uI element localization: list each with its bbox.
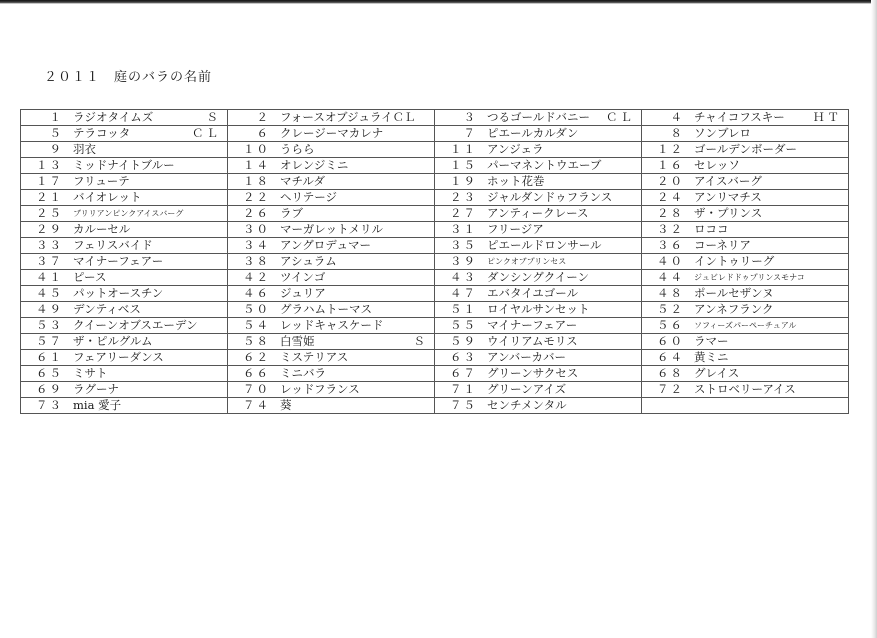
rose-number: ６７ — [450, 366, 477, 380]
rose-name: パットオースチン — [73, 286, 164, 300]
rose-number: ４０ — [657, 254, 684, 268]
rose-number: ４４ — [657, 270, 684, 284]
rose-number: ２６ — [243, 206, 270, 220]
rose-name: ラマー — [694, 334, 729, 348]
rose-type-tag: ＣＬ — [192, 126, 221, 140]
table-row — [21, 222, 849, 238]
rose-number: ３６ — [657, 238, 684, 252]
rose-cell — [642, 174, 849, 190]
rose-number: ３３ — [36, 238, 63, 252]
rose-cell — [228, 286, 435, 302]
rose-name: ジャルダンドゥフランス — [487, 190, 613, 204]
rose-cell — [21, 398, 228, 414]
rose-number: １９ — [450, 174, 477, 188]
rose-cell — [21, 110, 228, 126]
rose-number: ５３ — [36, 318, 63, 332]
rose-name: イントゥリーグ — [694, 254, 775, 268]
rose-name: アンバーカバー — [487, 350, 567, 364]
rose-number: ２９ — [36, 222, 63, 236]
rose-cell — [21, 318, 228, 334]
rose-name: ツインゴ — [280, 270, 326, 284]
table-row — [21, 382, 849, 398]
rose-cell — [228, 398, 435, 414]
rose-cell — [21, 382, 228, 398]
rose-cell — [228, 174, 435, 190]
rose-name: ザ・プリンス — [694, 206, 763, 220]
rose-cell — [21, 334, 228, 350]
rose-number: ６５ — [36, 366, 63, 380]
rose-cell — [21, 366, 228, 382]
rose-cell — [228, 142, 435, 158]
rose-cell — [435, 302, 642, 318]
rose-cell — [21, 190, 228, 206]
rose-number: １４ — [243, 158, 270, 172]
rose-name: アンリマチス — [694, 190, 762, 204]
rose-number: ６８ — [657, 366, 684, 380]
rose-cell — [228, 350, 435, 366]
rose-cell — [21, 254, 228, 270]
rose-number: １３ — [36, 158, 63, 172]
rose-name: マーガレットメリル — [280, 222, 384, 236]
rose-name: ミッドナイトブルー — [73, 158, 175, 172]
rose-cell — [642, 238, 849, 254]
rose-cell — [435, 382, 642, 398]
rose-number: ４５ — [36, 286, 63, 300]
rose-number: １８ — [243, 174, 270, 188]
rose-cell — [21, 302, 228, 318]
rose-number: ３０ — [243, 222, 270, 236]
rose-number: ６２ — [243, 350, 270, 364]
rose-cell — [642, 398, 849, 414]
scan-top-edge — [0, 0, 877, 4]
rose-number: ７５ — [450, 398, 477, 412]
rose-number: ６１ — [36, 350, 63, 364]
rose-name: ロココ — [694, 222, 729, 236]
rose-cell — [642, 334, 849, 350]
rose-cell — [435, 254, 642, 270]
rose-cell — [435, 334, 642, 350]
rose-number: ２２ — [243, 190, 270, 204]
rose-name: ピエールドロンサール — [487, 238, 602, 252]
rose-name: ザ・ピルグルム — [73, 334, 153, 348]
rose-name: デンティベス — [73, 302, 141, 316]
rose-name: グレイス — [694, 366, 740, 380]
rose-cell — [435, 126, 642, 142]
rose-name: フリージア — [487, 222, 544, 236]
rose-number: ４３ — [450, 270, 477, 284]
rose-number: ４７ — [450, 286, 477, 300]
rose-name: クイーンオブスエーデン — [73, 318, 198, 332]
rose-cell — [21, 350, 228, 366]
rose-cell — [642, 366, 849, 382]
rose-type-tag: ＣＬ — [606, 110, 635, 124]
rose-cell — [21, 174, 228, 190]
rose-cell — [228, 190, 435, 206]
rose-number: １２ — [657, 142, 684, 156]
table-row — [21, 318, 849, 334]
rose-name: アンジェラ — [487, 142, 544, 156]
rose-cell — [228, 222, 435, 238]
rose-name: ミニバラ — [280, 366, 326, 380]
rose-type-tag: Ｓ — [413, 334, 428, 348]
table-row — [21, 270, 849, 286]
rose-cell — [228, 318, 435, 334]
rose-cell — [435, 398, 642, 414]
rose-cell — [642, 126, 849, 142]
rose-name: アンネフランク — [694, 302, 774, 316]
rose-name: ラグーナ — [73, 382, 119, 396]
rose-name: ジュリア — [280, 286, 326, 300]
rose-cell — [435, 350, 642, 366]
table-row — [21, 190, 849, 206]
rose-cell — [435, 158, 642, 174]
rose-number: ９ — [49, 142, 63, 156]
table-row — [21, 302, 849, 318]
rose-name: うらら — [280, 142, 315, 156]
rose-number: １１ — [450, 142, 477, 156]
rose-cell — [228, 366, 435, 382]
rose-name: マイナーフェアー — [487, 318, 578, 332]
rose-number: ３２ — [657, 222, 684, 236]
rose-number: ６４ — [657, 350, 684, 364]
rose-name: ロイヤルサンセット — [487, 302, 590, 316]
rose-cell — [642, 206, 849, 222]
rose-type-tag: Ｓ — [206, 110, 221, 124]
rose-name: センチメンタル — [487, 398, 567, 412]
rose-cell — [435, 142, 642, 158]
rose-number: ６０ — [657, 334, 684, 348]
rose-name: ラジオタイムズ — [73, 110, 154, 124]
rose-name: グラハムトーマス — [280, 302, 372, 316]
rose-name: グリーンアイズ — [487, 382, 567, 396]
rose-name: カルーセル — [73, 222, 131, 236]
table-row — [21, 350, 849, 366]
table-row — [21, 254, 849, 270]
table-row — [21, 158, 849, 174]
rose-cell — [21, 126, 228, 142]
rose-number: ２０ — [657, 174, 684, 188]
rose-name: 白雪姫 — [280, 334, 315, 348]
rose-name: アングロデュマー — [280, 238, 371, 252]
rose-cell — [21, 238, 228, 254]
rose-name: ピース — [73, 270, 107, 284]
rose-cell — [642, 254, 849, 270]
rose-name-table — [20, 109, 849, 414]
rose-name: ブリリアンピンクアイスバーグ — [73, 209, 184, 218]
rose-number: ５０ — [243, 302, 270, 316]
rose-cell — [21, 222, 228, 238]
rose-cell — [642, 350, 849, 366]
scan-right-edge — [871, 0, 877, 638]
table-row — [21, 142, 849, 158]
rose-cell — [21, 270, 228, 286]
rose-name: テラコッタ — [73, 126, 131, 140]
table-row — [21, 286, 849, 302]
rose-name: ピエールカルダン — [487, 126, 579, 140]
rose-number: １０ — [243, 142, 270, 156]
rose-name: アシュラム — [280, 254, 337, 268]
rose-cell — [642, 382, 849, 398]
rose-name: グリーンサクセス — [487, 366, 579, 380]
rose-name: mia 愛子 — [73, 398, 122, 412]
rose-number: ３８ — [243, 254, 270, 268]
rose-number: ３４ — [243, 238, 270, 252]
rose-number: ６３ — [450, 350, 477, 364]
rose-name: ソンブレロ — [694, 126, 752, 140]
rose-cell — [228, 334, 435, 350]
table-row — [21, 366, 849, 382]
rose-cell — [21, 286, 228, 302]
rose-number: ２８ — [657, 206, 684, 220]
rose-cell — [228, 238, 435, 254]
rose-name: フェリスバイド — [73, 238, 153, 252]
rose-number: ２４ — [657, 190, 684, 204]
rose-cell — [435, 110, 642, 126]
rose-cell — [435, 318, 642, 334]
rose-number: ４ — [670, 110, 684, 124]
rose-name: レッドフランス — [280, 382, 360, 396]
table-row — [21, 238, 849, 254]
rose-number: ３ — [463, 110, 477, 124]
rose-name: セレッソ — [694, 158, 740, 172]
rose-name: ストロベリーアイス — [694, 382, 796, 396]
rose-cell — [228, 302, 435, 318]
rose-cell — [435, 222, 642, 238]
rose-cell — [642, 158, 849, 174]
rose-cell — [228, 270, 435, 286]
rose-name: ミステリアス — [280, 350, 349, 364]
rose-cell — [642, 110, 849, 126]
rose-name: チャイコフスキー — [694, 110, 785, 124]
rose-number: ２ — [256, 110, 270, 124]
table-row — [21, 126, 849, 142]
rose-name: クレージーマカレナ — [280, 126, 384, 140]
rose-number: ５９ — [450, 334, 477, 348]
rose-number: ７３ — [36, 398, 63, 412]
rose-number: ２７ — [450, 206, 477, 220]
rose-name: アイスバーグ — [694, 174, 762, 188]
rose-name: ゴールデンボーダー — [694, 142, 798, 156]
rose-name: フォースオブジュライＣＬ — [280, 110, 416, 124]
rose-name: ポールセザンヌ — [694, 286, 774, 300]
rose-name: エバタイユゴール — [487, 286, 579, 300]
rose-number: ２３ — [450, 190, 477, 204]
rose-cell — [435, 190, 642, 206]
rose-table-body — [21, 110, 849, 414]
rose-number: ２１ — [36, 190, 63, 204]
rose-type-tag: ＨＴ — [813, 110, 842, 124]
rose-cell — [642, 190, 849, 206]
table-row — [21, 334, 849, 350]
rose-number: ４２ — [243, 270, 270, 284]
table-row — [21, 398, 849, 414]
rose-cell — [642, 286, 849, 302]
rose-cell — [642, 270, 849, 286]
rose-name: ホット花巻 — [487, 174, 545, 188]
rose-number: ３７ — [36, 254, 63, 268]
rose-cell — [435, 366, 642, 382]
rose-name: ソフィーズパーペーチュアル — [694, 321, 797, 330]
rose-number: １７ — [36, 174, 63, 188]
rose-cell — [435, 206, 642, 222]
table-row — [21, 206, 849, 222]
rose-cell — [21, 158, 228, 174]
rose-number: ８ — [670, 126, 684, 140]
rose-name: ミサト — [73, 366, 108, 380]
rose-number: ４９ — [36, 302, 63, 316]
rose-number: ６９ — [36, 382, 63, 396]
rose-name: レッドキャスケード — [280, 318, 384, 332]
rose-number: ３９ — [450, 254, 477, 268]
rose-number: ５４ — [243, 318, 270, 332]
rose-cell — [228, 110, 435, 126]
rose-number: ４８ — [657, 286, 684, 300]
rose-cell — [642, 318, 849, 334]
rose-number: ７４ — [243, 398, 270, 412]
rose-number: ６ — [256, 126, 270, 140]
rose-cell — [435, 238, 642, 254]
rose-name: フリューテ — [73, 174, 130, 188]
rose-number: １６ — [657, 158, 684, 172]
rose-name: 羽衣 — [73, 142, 96, 156]
rose-cell — [435, 286, 642, 302]
rose-cell — [228, 254, 435, 270]
rose-cell — [228, 206, 435, 222]
rose-cell — [228, 158, 435, 174]
rose-name: マイナーフェアー — [73, 254, 164, 268]
rose-cell — [21, 206, 228, 222]
rose-name: ラブ — [280, 206, 303, 220]
rose-number: ７１ — [450, 382, 477, 396]
rose-name: マチルダ — [280, 174, 325, 188]
rose-cell — [228, 382, 435, 398]
rose-number: ５２ — [657, 302, 684, 316]
table-row — [21, 110, 849, 126]
rose-number: ３５ — [450, 238, 477, 252]
rose-number: ５７ — [36, 334, 63, 348]
rose-name: 黄ミニ — [694, 350, 729, 364]
rose-number: ６６ — [243, 366, 270, 380]
rose-name: コーネリア — [694, 238, 751, 252]
rose-number: ４６ — [243, 286, 270, 300]
rose-name: パーマネントウエーブ — [487, 158, 602, 172]
rose-name: オレンジミニ — [280, 158, 349, 172]
rose-cell — [21, 142, 228, 158]
rose-number: ４１ — [36, 270, 63, 284]
rose-name: 葵 — [280, 398, 292, 412]
rose-name: ヘリテージ — [280, 190, 338, 204]
rose-cell — [642, 222, 849, 238]
rose-name: バイオレット — [73, 190, 142, 204]
rose-cell — [435, 270, 642, 286]
document-title: ２０１１ 庭のバラの名前 — [44, 70, 213, 85]
rose-number: ３１ — [450, 222, 477, 236]
rose-number: ５８ — [243, 334, 270, 348]
table-row — [21, 174, 849, 190]
rose-name: フェアリーダンス — [73, 350, 164, 364]
rose-number: ７０ — [243, 382, 270, 396]
rose-name: ジュビレドドゥプリンスモナコ — [694, 273, 805, 282]
rose-number: ５５ — [450, 318, 477, 332]
rose-number: １５ — [450, 158, 477, 172]
rose-number: ５ — [49, 126, 63, 140]
rose-cell — [435, 174, 642, 190]
rose-cell — [228, 126, 435, 142]
rose-number: １ — [49, 110, 63, 124]
rose-number: ７２ — [657, 382, 684, 396]
rose-number: ５１ — [450, 302, 477, 316]
rose-name: ピンクオブプリンセス — [487, 257, 567, 266]
rose-name: ダンシングクイーン — [487, 270, 590, 284]
rose-number: ２５ — [36, 206, 63, 220]
rose-number: ５６ — [657, 318, 684, 332]
rose-number: ７ — [463, 126, 477, 140]
rose-name: つるゴールドバニー — [487, 110, 591, 124]
rose-cell — [642, 142, 849, 158]
rose-name: ウイリアムモリス — [487, 334, 578, 348]
rose-cell — [642, 302, 849, 318]
rose-name: アンティークレース — [487, 206, 589, 220]
